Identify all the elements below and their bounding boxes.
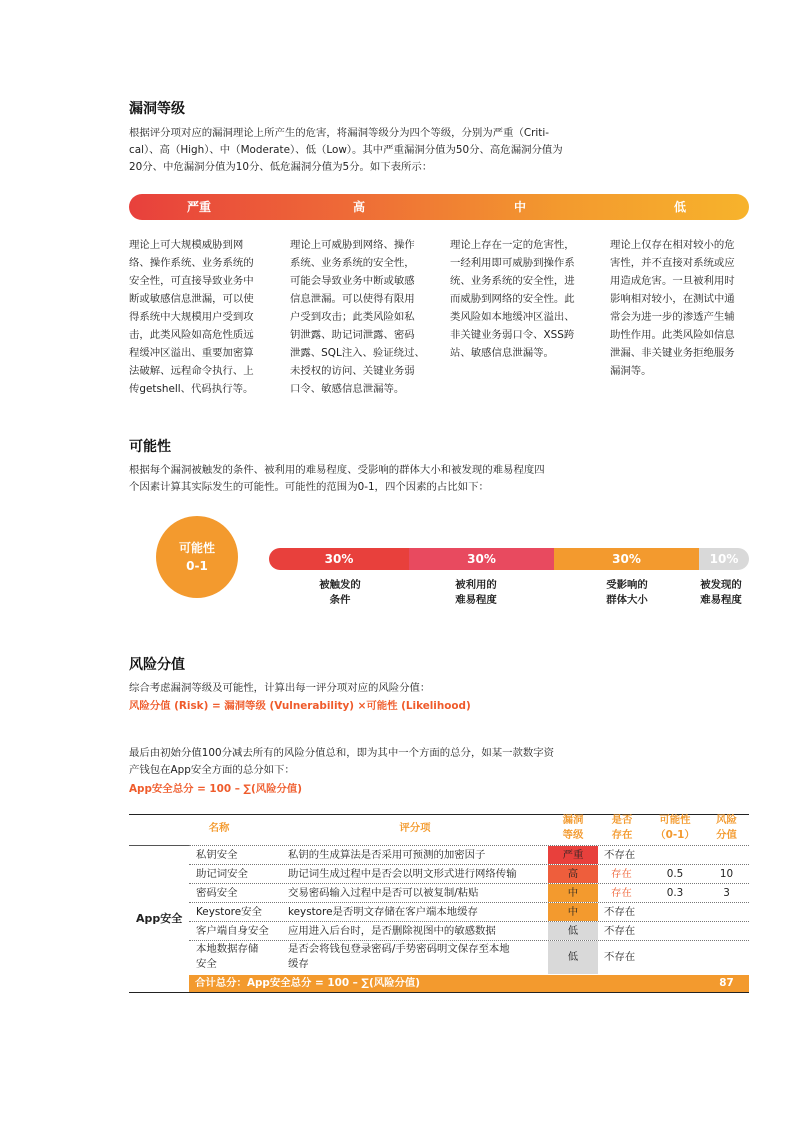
row-level: 低: [548, 941, 598, 974]
table-header-risk: [704, 813, 749, 843]
para-line: 根据评分项对应的漏洞理论上所产生的危害，将漏洞等级分为四个等级，分别为严重（Criti-: [129, 127, 549, 139]
severity-label-moderate: 中: [513, 200, 526, 214]
factor-label-line: 难易程度: [455, 594, 497, 606]
row-item: 应用进入后台时，是否删除视图中的敏感数据: [288, 925, 496, 937]
table-header-name: 名称: [208, 822, 230, 834]
factor-label-line: 难易程度: [700, 594, 742, 606]
para-line: 产钱包在App安全方面的总分如下：: [129, 764, 295, 776]
severity-label-high: 高: [352, 200, 365, 214]
total-value: 87: [719, 977, 734, 989]
factor-segment-impact: 30%: [554, 548, 699, 570]
desc-line: 可能会导致业务中断或敏感: [290, 275, 415, 287]
severity-desc-moderate: [450, 236, 592, 362]
row-item: keystore是否明文存储在客户端本地缓存: [288, 906, 478, 918]
row-item-line: 是否会将钱包登录密码/手势密码明文保存至本地: [288, 943, 510, 955]
row-exist: 不存在: [604, 951, 636, 963]
row-name: 助记词安全: [196, 868, 248, 880]
desc-line: 理论上可威胁到网络、操作: [290, 239, 415, 251]
desc-line: 泄露、SQL注入、验证绕过、: [290, 347, 425, 359]
header-line: （0-1）: [655, 829, 695, 841]
row-name: [196, 942, 258, 972]
desc-line: 户受到攻击；此类风险如私: [290, 311, 415, 323]
table-group-label: App安全: [136, 912, 183, 925]
desc-line: 类风险如本地缓冲区溢出、: [450, 311, 575, 323]
row-level: 中: [548, 903, 598, 921]
header-line: 漏洞: [562, 814, 584, 826]
desc-line: 泄漏、非关键业务拒绝服务: [610, 347, 735, 359]
table-header-exist: [598, 813, 646, 843]
section-title-risk: 风险分值: [129, 657, 185, 673]
factor-label-impact: [582, 578, 672, 608]
total-score-formula: App安全总分 = 100 – ∑(风险分值): [129, 783, 303, 795]
row-name: 密码安全: [196, 887, 238, 899]
header-line: 分值: [716, 829, 737, 841]
factor-label-discover: [676, 578, 766, 608]
factor-segment-discover: 10%: [699, 548, 749, 570]
risk-paragraph: [129, 745, 599, 779]
row-level: 中: [548, 884, 598, 902]
factor-label-line: 被触发的: [319, 579, 361, 591]
circle-range: 0-1: [186, 559, 208, 573]
desc-line: 安全性，可直接导致业务中: [129, 275, 254, 287]
desc-line: 漏洞等。: [610, 365, 652, 377]
desc-line: 一经利用即可威胁到操作系: [450, 257, 575, 269]
row-divider: [189, 845, 749, 846]
row-risk: 3: [723, 887, 730, 899]
table-header-possibility: [646, 813, 704, 843]
row-divider: [189, 883, 749, 884]
total-label: 合计总分：App安全总分 = 100 – ∑(风险分值): [195, 977, 421, 989]
desc-line: 程缓冲区溢出、重要加密算: [129, 347, 254, 359]
header-line: 是否: [611, 814, 633, 826]
possibility-circle: [156, 516, 238, 598]
desc-line: 统、业务系统的安全性，进: [450, 275, 575, 287]
header-line: 风险: [716, 814, 737, 826]
row-item: [288, 942, 510, 972]
desc-line: 口令、敏感信息泄漏等。: [290, 383, 405, 395]
row-item-line: 缓存: [288, 958, 309, 970]
circle-label: 可能性: [178, 541, 215, 555]
desc-line: 络、操作系统、业务系统的: [129, 257, 254, 269]
desc-line: 击，此类风险如高危性质远: [129, 329, 254, 341]
header-line: 等级: [562, 829, 584, 841]
row-divider: [189, 864, 749, 865]
row-exist: 不存在: [604, 925, 636, 937]
desc-line: 得系统中大规模用户受到攻: [129, 311, 254, 323]
header-line: 可能性: [659, 814, 691, 826]
row-risk: 10: [719, 868, 734, 880]
severity-label-low: 低: [673, 200, 686, 214]
row-divider: [189, 921, 749, 922]
desc-line: 法破解、远程命令执行、上: [129, 365, 254, 377]
row-name: Keystore安全: [196, 906, 262, 918]
table-header-level: [548, 813, 598, 843]
table-header-item: 评分项: [399, 822, 431, 834]
desc-line: 常会为进一步的渗透产生辅: [610, 311, 735, 323]
factor-label-line: 被利用的: [455, 579, 497, 591]
row-exist: 存在: [611, 868, 632, 880]
row-level: 严重: [548, 846, 598, 864]
severity-bar: [129, 194, 749, 220]
row-possibility: 0.3: [666, 887, 684, 899]
row-divider: [189, 902, 749, 903]
factor-segment-trigger: 30%: [269, 548, 409, 570]
desc-line: 理论上可大规模威胁到网: [129, 239, 244, 251]
desc-line: 理论上仅存在相对较小的危: [610, 239, 735, 251]
factor-label-line: 群体大小: [606, 594, 648, 606]
desc-line: 站、敏感信息泄漏等。: [450, 347, 554, 359]
risk-intro: 综合考虑漏洞等级及可能性，计算出每一评分项对应的风险分值：: [129, 682, 431, 694]
severity-paragraph: [129, 125, 599, 176]
risk-formula: 风险分值 (Risk) = 漏洞等级 (Vulnerability) ×可能性 (Likelihood): [129, 700, 471, 712]
para-line: 根据每个漏洞被触发的条件、被利用的难易程度、受影响的群体大小和被发现的难易程度四: [129, 464, 545, 476]
severity-label-critical: 严重: [186, 200, 211, 214]
desc-line: 用造成危害。一旦被利用时: [610, 275, 735, 287]
desc-line: 影响相对较小，在测试中通: [610, 293, 735, 305]
section-title-possibility: 可能性: [129, 439, 171, 455]
desc-line: 助性作用。此类风险如信息: [610, 329, 735, 341]
severity-desc-critical: [129, 236, 271, 398]
severity-desc-low: [610, 236, 752, 380]
header-line: 存在: [611, 829, 633, 841]
desc-line: 传getshell、代码执行等。: [129, 383, 254, 395]
row-possibility: 0.5: [666, 868, 684, 880]
desc-line: 未授权的访问、关键业务弱: [290, 365, 415, 377]
factor-label-line: 受影响的: [606, 579, 648, 591]
desc-line: 钥泄露、助记词泄露、密码: [290, 329, 415, 341]
row-level: 低: [548, 922, 598, 940]
row-divider: [189, 940, 749, 941]
factor-label-line: 条件: [329, 594, 351, 606]
desc-line: 断或敏感信息泄漏，可以使: [129, 293, 254, 305]
row-item: 助记词生成过程中是否会以明文形式进行网络传输: [288, 868, 517, 880]
row-name-line: 本地数据存储: [196, 943, 259, 955]
row-level: 高: [548, 865, 598, 883]
desc-line: 信息泄漏。可以使得有限用: [290, 293, 415, 305]
section-title-severity: 漏洞等级: [129, 101, 185, 117]
table-total-row: [189, 975, 749, 992]
row-name-line: 安全: [196, 958, 217, 970]
row-exist: 不存在: [604, 906, 636, 918]
possibility-paragraph: [129, 462, 599, 496]
para-line: 个因素计算其实际发生的可能性。可能性的范围为0-1，四个因素的占比如下：: [129, 481, 489, 493]
row-item: 交易密码输入过程中是否可以被复制/粘贴: [288, 887, 479, 899]
row-name: 客户端自身安全: [196, 925, 269, 937]
para-line: 20分、中危漏洞分值为10分、低危漏洞分值为5分。如下表所示：: [129, 161, 433, 173]
desc-line: 害性，并不直接对系统或应: [610, 257, 735, 269]
table-bottom-rule: [129, 992, 749, 993]
desc-line: 理论上存在一定的危害性，: [450, 239, 575, 251]
group-top-rule: [129, 845, 189, 846]
factor-label-exploit: [431, 578, 521, 608]
factor-label-line: 被发现的: [700, 579, 742, 591]
factor-segment-exploit: 30%: [409, 548, 554, 570]
severity-desc-high: [290, 236, 432, 398]
desc-line: 非关键业务弱口令、XSS跨: [450, 329, 575, 341]
row-item: 私钥的生成算法是否采用可预测的加密因子: [288, 849, 486, 861]
para-line: 最后由初始分值100分减去所有的风险分值总和，即为其中一个方面的总分，如某一款数字资: [129, 747, 555, 759]
row-exist: 存在: [611, 887, 632, 899]
desc-line: 系统、业务系统的安全性，: [290, 257, 415, 269]
desc-line: 而威胁到网络的安全性。此: [450, 293, 575, 305]
factor-label-trigger: [295, 578, 385, 608]
para-line: cal）、高（High）、中（Moderate）、低（Low）。其中严重漏洞分值为50分、高危漏洞分值为: [129, 144, 563, 156]
row-name: 私钥安全: [196, 849, 238, 861]
row-exist: 不存在: [604, 849, 636, 861]
